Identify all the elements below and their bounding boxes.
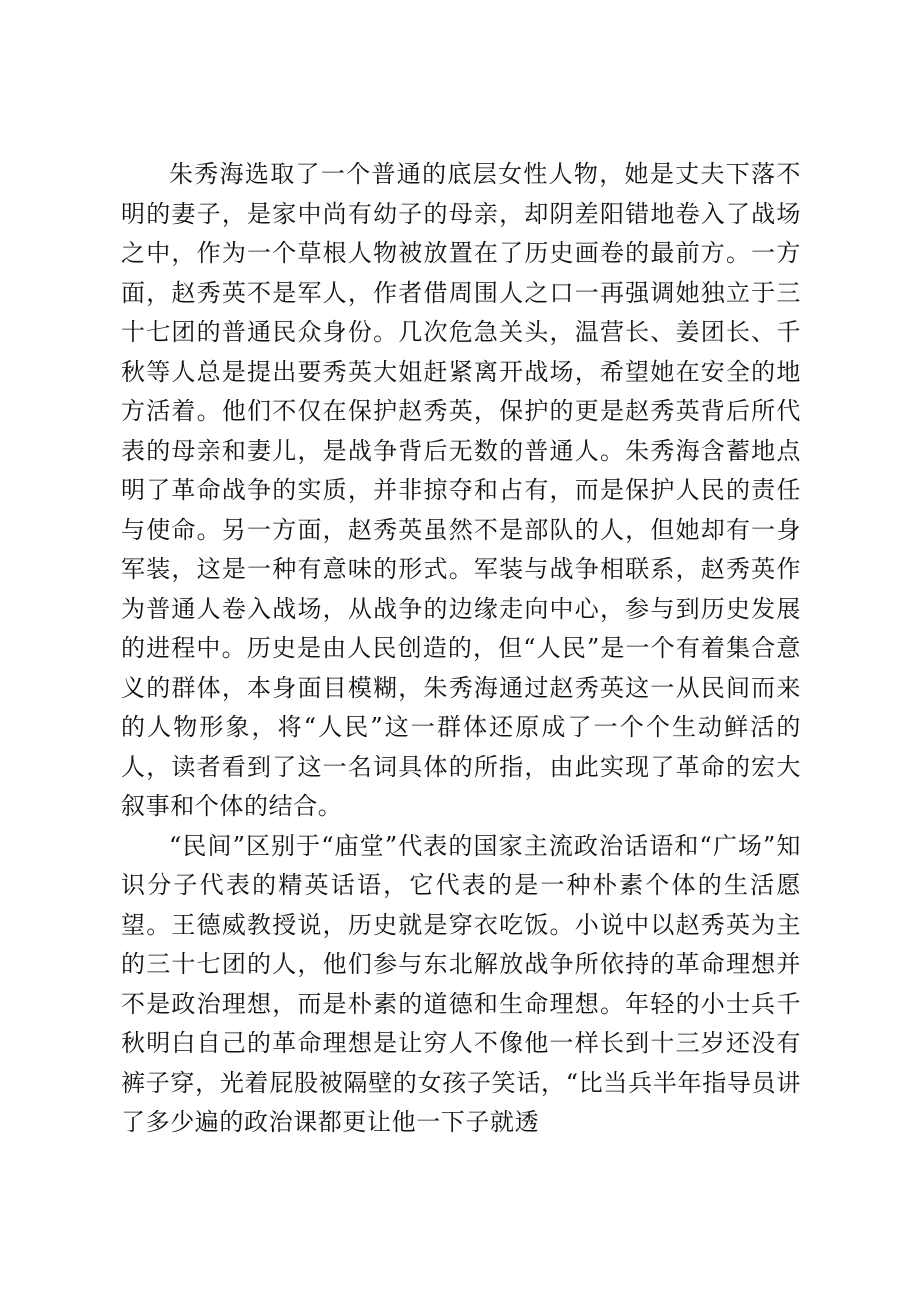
body-text: [121, 155, 801, 1143]
paragraph-2: “民间”区别于“庙堂”代表的国家主流政治话语和“广场”知识分子代表的精英话语，它代表的是一种朴素个体的生活愿望。王德威教授说，历史就是穿衣吃饭。小说中以赵秀英为主的三十七团的人，他们参与东北解放战争所依持的革命理想并不是政治理想，而是朴素的道德和生命理想。年轻的小士兵千秋明白自己的革命理想是让穷人不像他一样长到十三岁还没有裤子穿，光着屁股被隔壁的女孩子笑话，“比当兵半年指导员讲了多少遍的政治课都更让他一下子就透: [121, 831, 801, 1136]
paragraph-1: 朱秀海选取了一个普通的底层女性人物，她是丈夫下落不明的妻子，是家中尚有幼子的母亲，却阴差阳错地卷入了战场之中，作为一个草根人物被放置在了历史画卷的最前方。一方面，赵秀英不是军人，作者借周围人之口一再强调她独立于三十七团的普通民众身份。几次危急关头，温营长、姜团长、千秋等人总是提出要秀英大姐赶紧离开战场，希望她在安全的地方活着。他们不仅在保护赵秀英，保护的更是赵秀英背后所代表的母亲和妻儿，是战争背后无数的普通人。朱秀海含蓄地点明了革命战争的实质，并非掠夺和占有，而是保护人民的责任与使命。另一方面，赵秀英虽然不是部队的人，但她却有一身军装，这是一种有意味的形式。军装与战争相联系，赵秀英作为普通人卷入战场，从战争的边缘走向中心，参与到历史发展的进程中。历史是由人民创造的，但“人民”是一个有着集合意义的群体，本身面目模糊，朱秀海通过赵秀英这一从民间而来的人物形象，将“人民”这一群体还原成了一个个生动鲜活的人，读者看到了这一名词具体的所指，由此实现了革命的宏大叙事和个体的结合。: [121, 160, 801, 820]
